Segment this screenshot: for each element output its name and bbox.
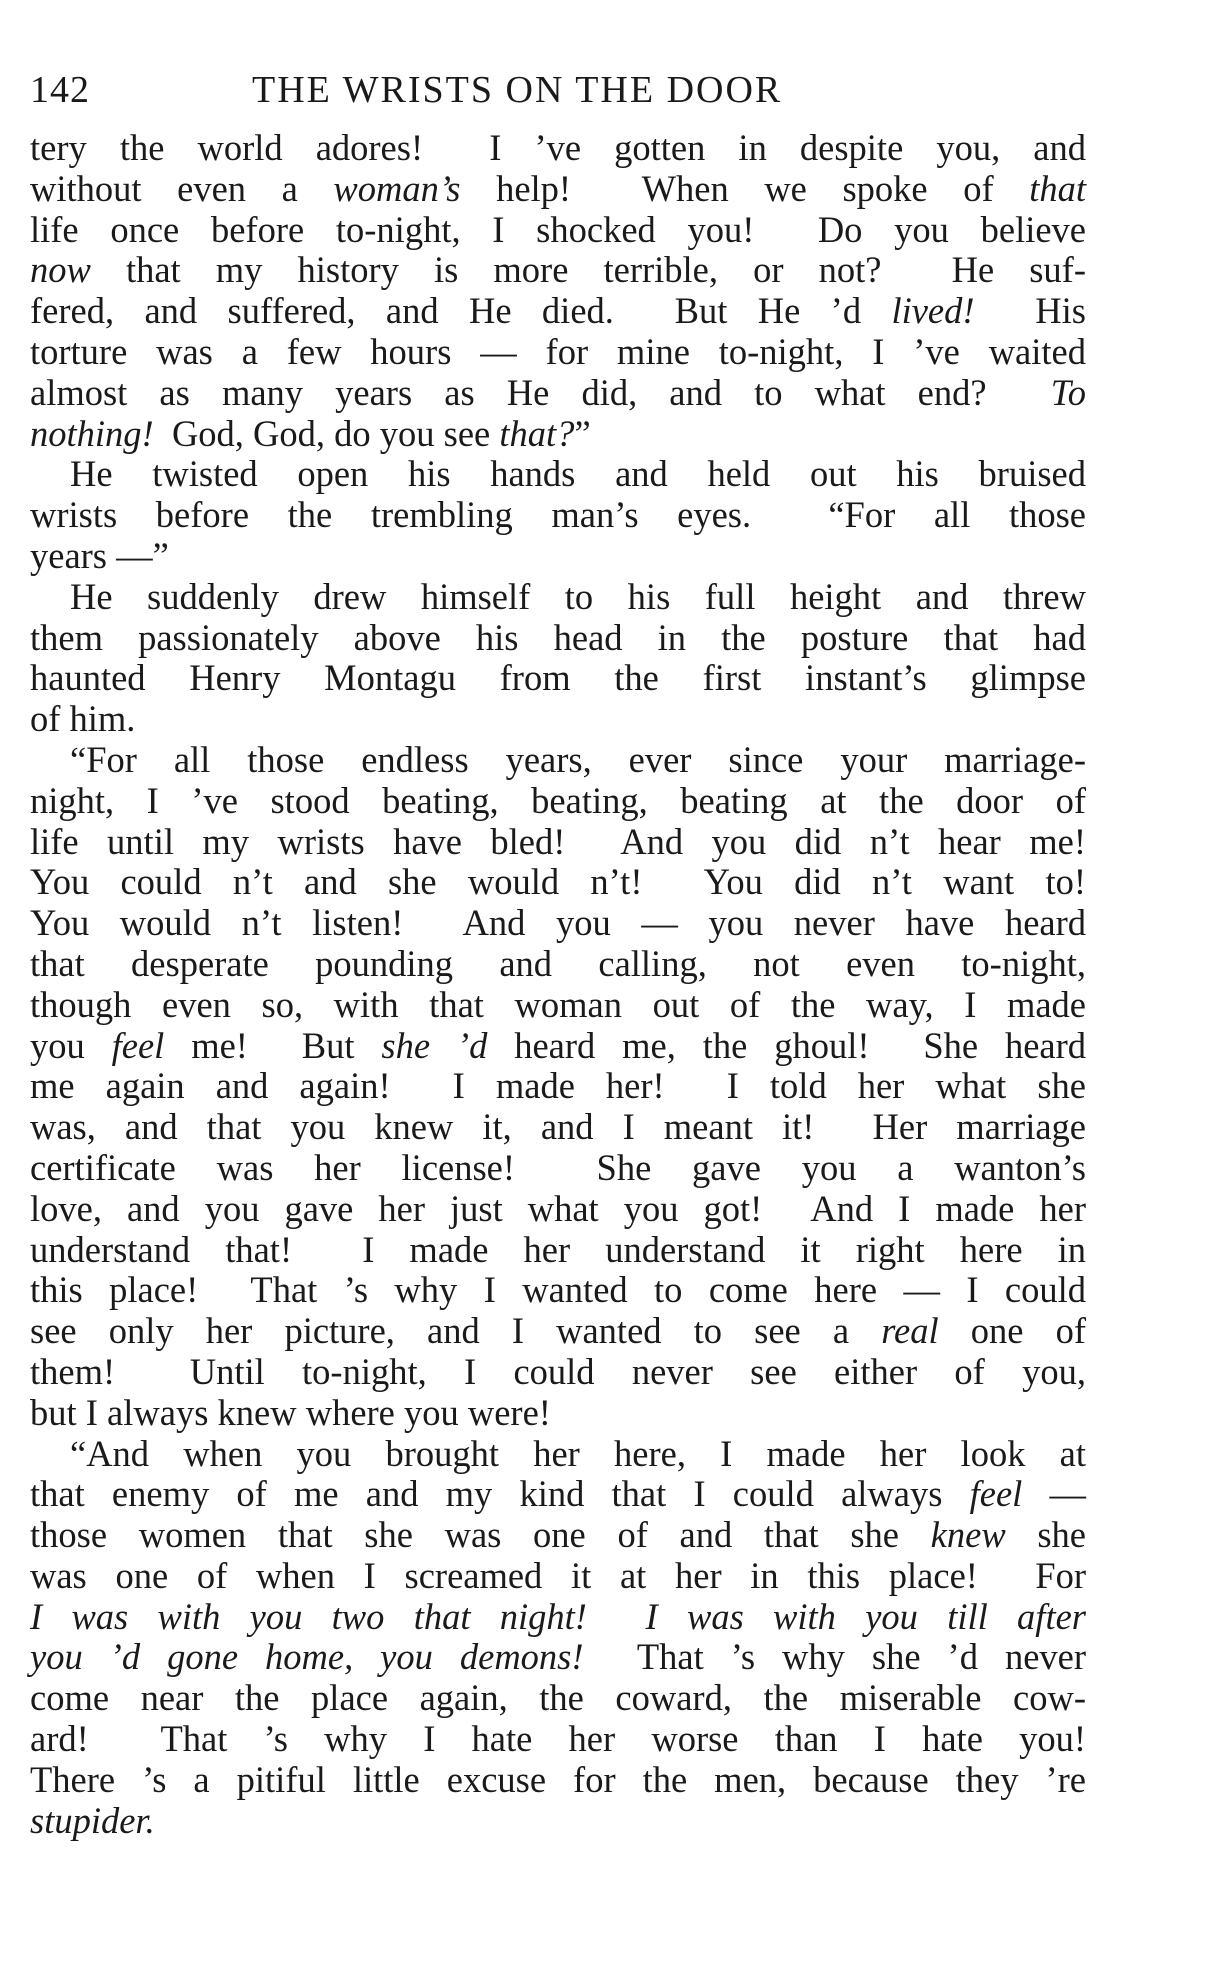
body-text	[30, 128, 1086, 1841]
text-line: torture was a few hours — for mine to-night, I ’ve waited	[30, 330, 1086, 372]
text-line: those women that she was one of and that she knew she	[30, 1514, 1087, 1556]
text-line: life until my wrists have bled! And you did n’t hear me!	[30, 820, 1086, 862]
text-line: fered, and suffered, and He died. But He ’d lived! His	[30, 290, 1086, 332]
paragraph	[30, 128, 1086, 454]
text-line: I was with you two that night! I was with you till after	[30, 1595, 1086, 1637]
text-line: night, I ’ve stood beating, beating, beating at the door of	[30, 779, 1086, 821]
text-line: them passionately above his head in the posture that had	[30, 616, 1086, 658]
text-line: certificate was her license! She gave you a wanton’s	[30, 1146, 1086, 1188]
text-line: You could n’t and she would n’t! You did n’t want to!	[30, 861, 1086, 903]
text-line: tery the world adores! I ’ve gotten in despite you, and	[30, 127, 1086, 168]
text-line: ard! That ’s why I hate her worse than I hate you!	[30, 1718, 1086, 1760]
text-line: He twisted open his hands and held out his bruised	[70, 453, 1086, 495]
text-line: nothing! God, God, do you see that?”	[30, 412, 591, 454]
text-line: years —”	[30, 534, 169, 576]
text-line: without even a woman’s help! When we spoke of that	[30, 167, 1086, 209]
page-number: 142	[30, 69, 90, 111]
text-line: but I always knew where you were!	[30, 1391, 551, 1433]
text-line: come near the place again, the coward, the miserable cow-	[30, 1677, 1086, 1719]
text-line: now that my history is more terrible, or not? He suf-	[30, 249, 1086, 291]
text-line: love, and you gave her just what you got! And I made her	[30, 1187, 1086, 1229]
text-line: them! Until to-night, I could never see either of you,	[30, 1350, 1086, 1392]
text-line: was, and that you knew it, and I meant it! Her marriage	[30, 1106, 1086, 1148]
paragraph	[30, 740, 1086, 1434]
text-line: life once before to-night, I shocked you! Do you believe	[30, 208, 1086, 250]
text-line: stupider.	[30, 1799, 155, 1841]
text-line: “And when you brought her here, I made her look at	[70, 1432, 1086, 1474]
book-page	[30, 68, 1086, 1841]
text-line: understand that! I made her understand it right here in	[30, 1228, 1086, 1270]
text-line: see only her picture, and I wanted to see a real one of	[30, 1310, 1086, 1352]
text-line: was one of when I screamed it at her in this place! For	[30, 1554, 1086, 1596]
text-line: that enemy of me and my kind that I could always feel —	[30, 1473, 1086, 1515]
text-line: “For all those endless years, ever since your marriage-	[70, 738, 1086, 780]
paragraph	[30, 454, 1086, 576]
text-line: There ’s a pitiful little excuse for the men, because they ’re	[30, 1758, 1086, 1800]
text-line: haunted Henry Montagu from the first instant’s glimpse	[30, 657, 1086, 699]
text-line: though even so, with that woman out of the way, I made	[30, 983, 1086, 1025]
text-line: you feel me! But she ’d heard me, the ghoul! She heard	[30, 1024, 1087, 1066]
running-head: THE WRISTS ON THE DOOR	[252, 69, 783, 111]
text-line: of him.	[30, 698, 136, 740]
text-line: you ’d gone home, you demons! That ’s why she ’d never	[30, 1636, 1086, 1678]
text-line: this place! That ’s why I wanted to come here — I could	[30, 1269, 1086, 1311]
paragraph	[30, 1434, 1086, 1842]
text-line: me again and again! I made her! I told her what she	[30, 1065, 1086, 1107]
text-line: almost as many years as He did, and to what end? To	[30, 371, 1086, 413]
text-line: You would n’t listen! And you — you never have heard	[30, 902, 1086, 944]
text-line: He suddenly drew himself to his full height and threw	[70, 575, 1086, 617]
page-header	[30, 68, 1086, 128]
paragraph	[30, 577, 1086, 740]
text-line: that desperate pounding and calling, not even to-night,	[30, 942, 1086, 984]
text-line: wrists before the trembling man’s eyes. “For all those	[30, 494, 1086, 536]
